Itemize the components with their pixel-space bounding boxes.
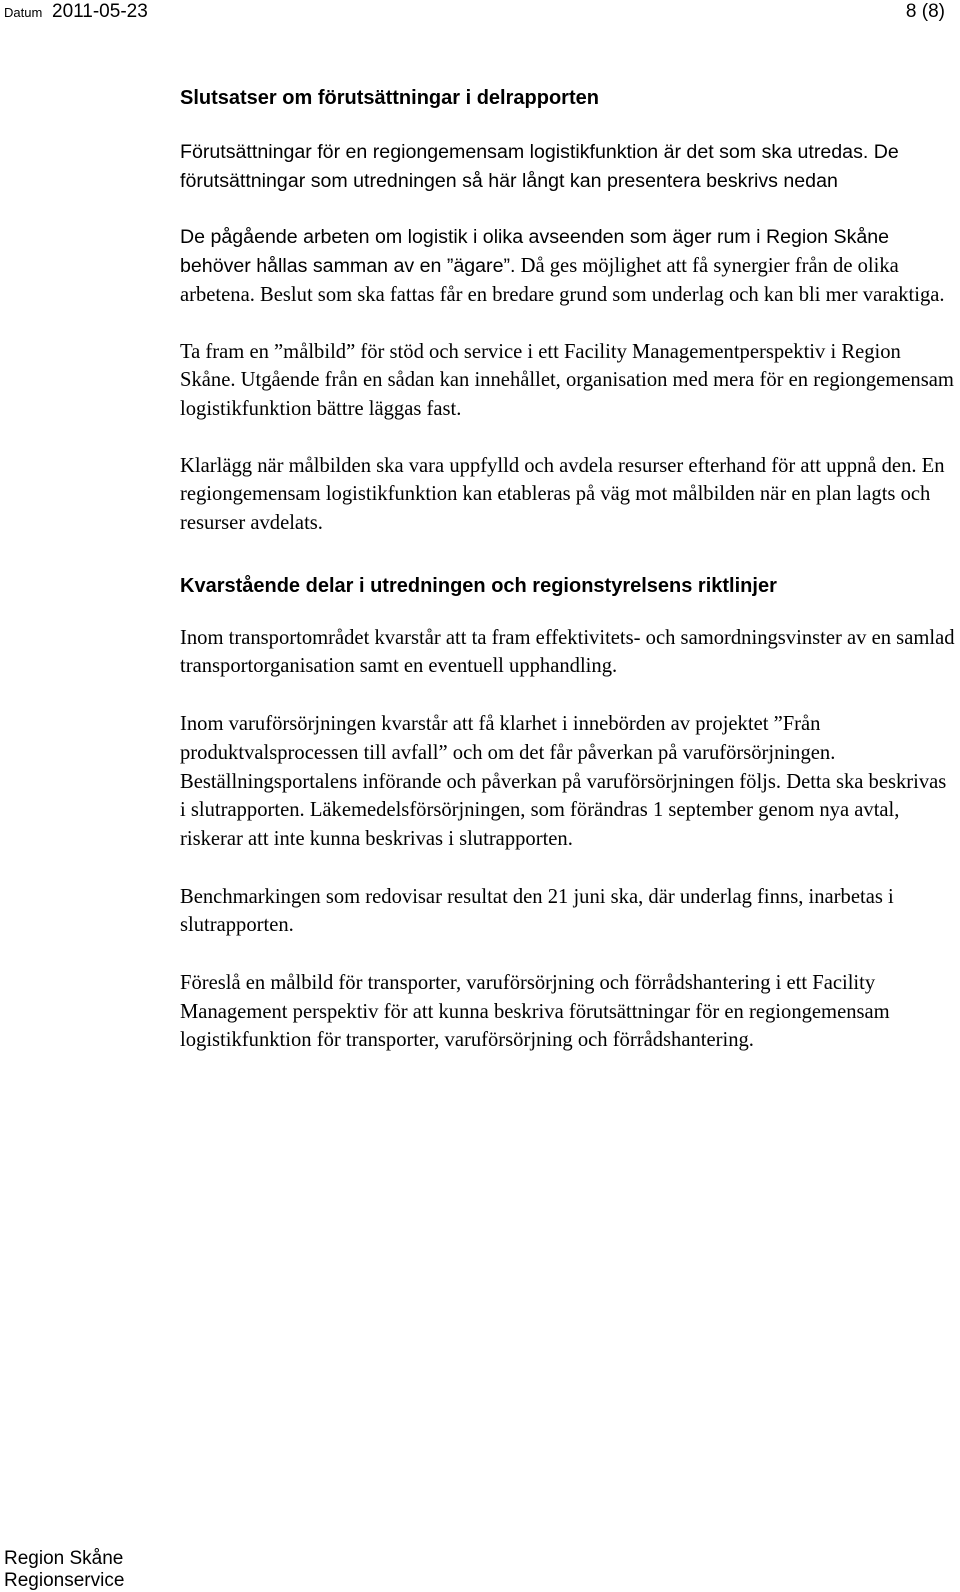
date-label: Datum	[4, 5, 43, 20]
document-date: 2011-05-23	[52, 1, 148, 22]
section-heading-remaining: Kvarstående delar i utredningen och regionstyrelsens riktlinjer	[180, 574, 777, 597]
footer	[4, 1548, 124, 1592]
paragraph-propose: Föreslå en målbild för transporter, varuförsörjning och förrådshantering i ett Facility Management perspektiv för att kunna beskriva förutsättningar för en regiongemensam logistikfunktion för transporter, varuförsörjning och förrådshantering.	[180, 972, 890, 1052]
document-body	[180, 82, 955, 1055]
footer-organization: Region Skåne	[4, 1548, 124, 1569]
paragraph-ongoing-work-part1: De pågående arbeten om logistik i olika avseenden som äger rum i Region Skåne behöver hållas samman av en ”ägare”.	[180, 226, 890, 278]
paragraph-target-image: Ta fram en ”målbild” för stöd och service i ett Facility Managementperspektiv i Region Skåne. Utgående från en sådan kan innehållet, organisation med mera för en regiongemensam logistikfunktion bättre läggas fast.	[180, 340, 954, 420]
section-heading-conclusions: Slutsatser om förutsättningar i delrapporten	[180, 87, 599, 109]
paragraph-supply: Inom varuförsörjningen kvarstår att få klarhet i innebörden av projektet ”Från produktvalsprocessen till avfall” och om det får påverkan på varuförsörjningen. Beställningsportalens införande och påverkan på varuförsörjningen följs. Detta ska beskrivas i slutrapporten. Läkemedelsförsörjningen, som förändras 1 september genom nya avtal, riskerar att inte kunna beskrivas i slutrapporten.	[180, 713, 947, 850]
page-number: 8 (8)	[905, 1, 945, 22]
paragraph-transport: Inom transportområdet kvarstår att ta fram effektivitets- och samordningsvinster av en samlad transportorganisation samt en eventuell upphandling.	[180, 626, 955, 678]
paragraph-ongoing-work	[180, 223, 955, 309]
paragraph-benchmarking: Benchmarkingen som redovisar resultat den 21 juni ska, där underlag finns, inarbetas i slutrapporten.	[180, 885, 894, 937]
paragraph-prerequisites: Förutsättningar för en regiongemensam logistikfunktion är det som ska utredas. De förutsättningar som utredningen så här långt kan presentera beskrivs nedan	[180, 141, 899, 192]
footer-unit: Regionservice	[4, 1570, 125, 1591]
paragraph-ongoing-work-part2: Då ges möjlighet att få synergier från de olika arbetena. Beslut som ska fattas får en bredare grund som underlag och kan bli mer varaktiga.	[180, 255, 945, 306]
paragraph-clarify: Klarlägg när målbilden ska vara uppfylld och avdela resurser efterhand för att uppnå den. En regiongemensam logistikfunktion kan etableras på väg mot målbilden när en plan lagts och resurser avdelats.	[180, 454, 945, 535]
